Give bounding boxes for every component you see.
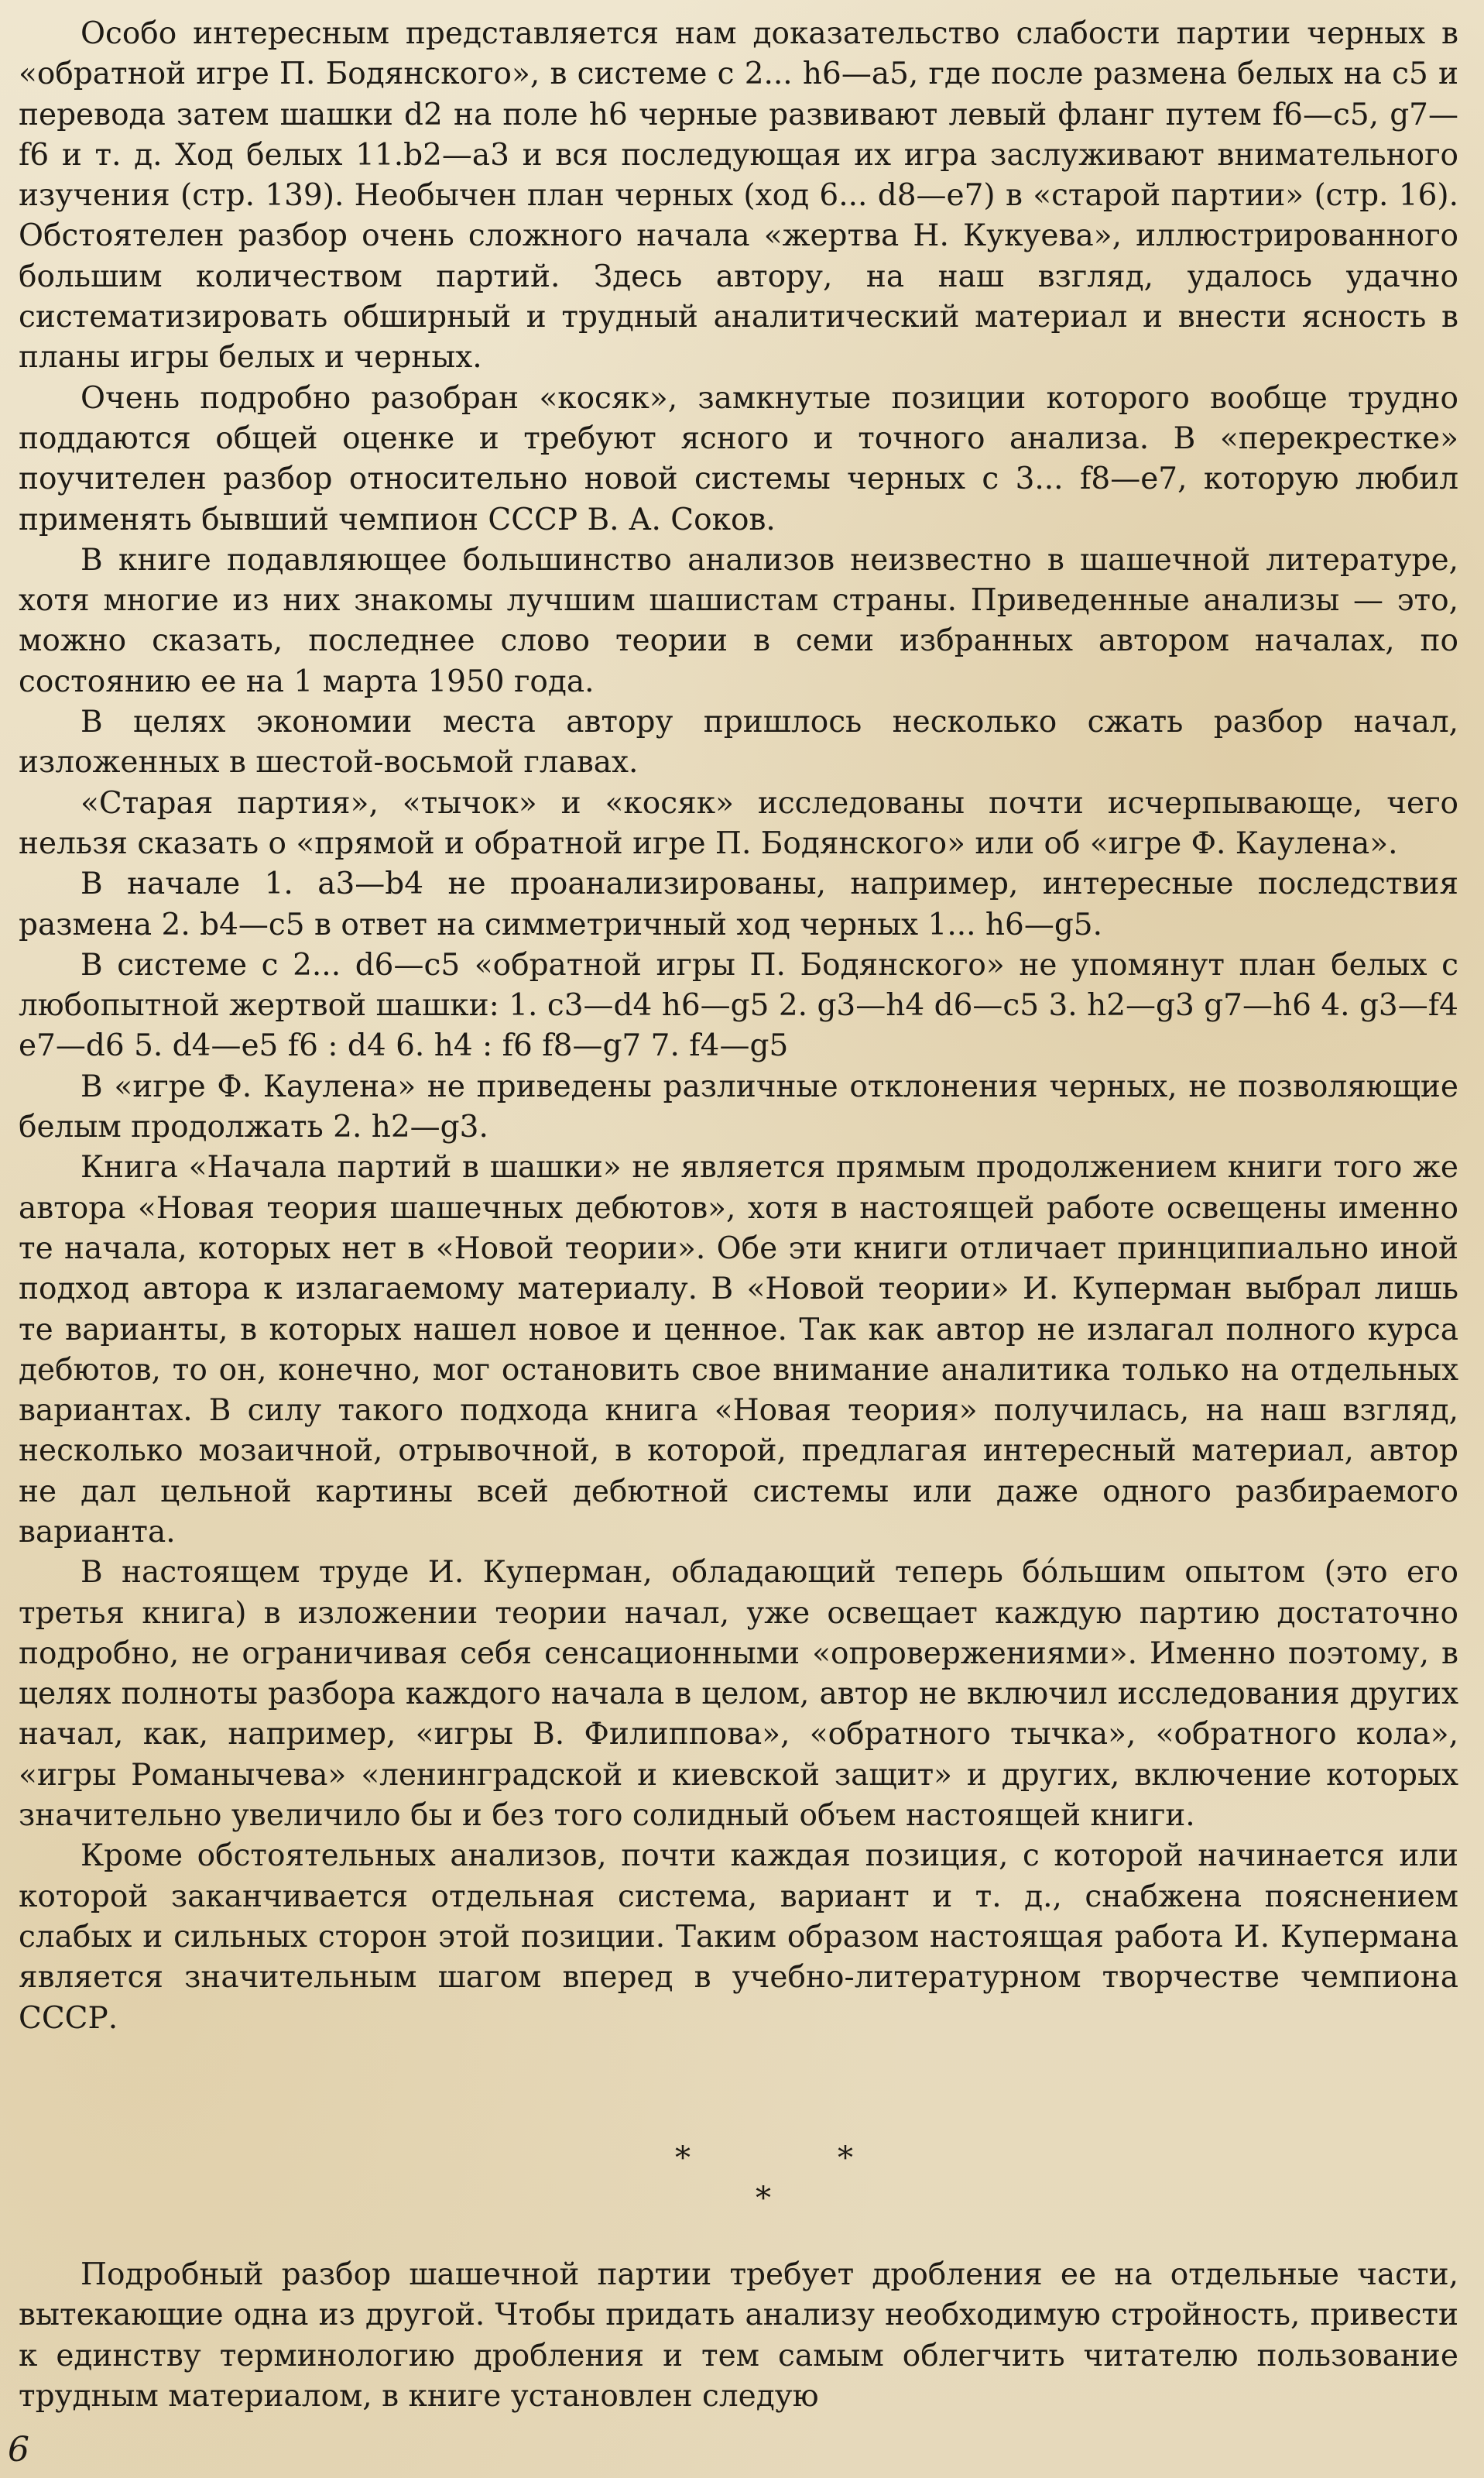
page-number: 6 [8,2430,29,2469]
paragraph-11: Кроме обстоятельных анализов, почти каждая позиция, с которой начинается или которой заканчивается отдельная система, вариант и т. д., снабжена пояснением слабых и сильных сторон этой позиции. Таким образом настоящая работа И. Купермана является значительным шагом вперед в учебно-литературном творчестве чемпиона СССР. [19,1838,1458,2036]
paragraph-2: Очень подробно разобран «косяк», замкнутые позиции которого вообще трудно поддаются общей оценке и требуют ясного и точного анализа. В «перекрестке» поучителен разбор относительно новой системы черных с 3... f8—e7, которую любил применять бывший чемпион СССР В. А. Соков. [19,380,1458,537]
paragraph-7: В системе с 2... d6—c5 «обратной игры П. Бодянского» не упомянут план белых с любопытной жертвой шашки: 1. c3—d4 h6—g5 2. g3—h4 d6—c5 3. h2—g3 g7—h6 4. g3—f4 e7—d6 5. d4—e5 f6 : d4 6. h4 : f6 f8—g7 7. f4—g5 [19,947,1458,1064]
paragraph-10: В настоящем труде И. Куперман, обладающий теперь бо́льшим опытом (это его третья книга) в изложении теории начал, уже освещает каждую партию достаточно подробно, не ограничивая себя сенсационными «опровержениями». Именно поэтому, в целях полноты разбора каждого начала в целом, автор не включил исследования других начал, как, например, «игры В. Филиппова», «обратного тычка», «обратного кола», «игры Романычева» «ленинградской и киевской защит» и других, включение которых значительно увеличило бы и без того солидный объем настоящей книги. [19,1555,1458,1834]
separator-star: * [675,2140,691,2176]
paragraph-3: В книге подавляющее большинство анализов неизвестно в шашечной литературе, хотя многие из них знакомы лучшим шашистам страны. Приведенные анализы — это, можно сказать, последнее слово теории в семи избранных автором началах, по состоянию ее на 1 марта 1950 года. [19,542,1458,699]
separator-star: * [756,2181,771,2216]
paragraph-8: В «игре Ф. Каулена» не приведены различные отклонения черных, не позволяющие белым продолжать 2. h2—g3. [19,1069,1458,1145]
separator-star: * [838,2140,853,2176]
paragraph-4: В целях экономии места автору пришлось несколько сжать разбор начал, изложенных в шестой-восьмой главах. [19,705,1458,781]
paragraph-1: Особо интересным представляется нам доказательство слабости партии черных в «обратной игре П. Бодянского», в системе с 2... h6—a5, где после размена белых на c5 и перевода затем шашки d2 на поле h6 черные развивают левый фланг путем f6—c5, g7—f6 и т. д. Ход белых 11.b2—a3 и вся последующая их игра заслуживают внимательного изучения (стр. 139). Необычен план черных (ход 6... d8—e7) в «старой партии» (стр. 16). Обстоятелен разбор очень сложного начала «жертва Н. Кукуева», иллюстрированного большим количеством партий. Здесь автору, на наш взгляд, удалось удачно систематизировать обширный и трудный аналитический материал и внести ясность в планы игры белых и черных. [19,16,1458,376]
paragraph-6: В начале 1. a3—b4 не проанализированы, например, интересные последствия размена 2. b4—c5 в ответ на симметричный ход черных 1... h6—g5. [19,867,1458,942]
final-paragraph: Подробный разбор шашечной партии требует дробления ее на отдельные части, вытекающие одна из другой. Чтобы придать анализу необходимую стройность, привести к единству терминологию дробления и тем самым облегчить читателю пользование трудным материалом, в книге установлен следую [19,2257,1458,2414]
body-text [19,14,1458,2039]
paragraph-9: Книга «Начала партий в шашки» не является прямым продолжением книги того же автора «Новая теория шашечных дебютов», хотя в настоящей работе освещены именно те начала, которых нет в «Новой теории». Обе эти книги отличает принципиально иной подход автора к излагаемому материалу. В «Новой теории» И. Куперман выбрал лишь те варианты, в которых нашел новое и ценное. Так как автор не излагал полного курса дебютов, то он, конечно, мог остановить свое внимание аналитика только на отдельных вариантах. В силу такого подхода книга «Новая теория» получилась, на наш взгляд, несколько мозаичной, отрывочной, в которой, предлагая интересный материал, автор не дал цельной картины всей дебютной системы или даже одного разбираемого варианта. [19,1150,1458,1550]
paragraph-5: «Старая партия», «тычок» и «косяк» исследованы почти исчерпывающе, чего нельзя сказать о «прямой и обратной игре П. Бодянского» или об «игре Ф. Каулена». [19,785,1458,861]
final-text [19,2255,1458,2417]
